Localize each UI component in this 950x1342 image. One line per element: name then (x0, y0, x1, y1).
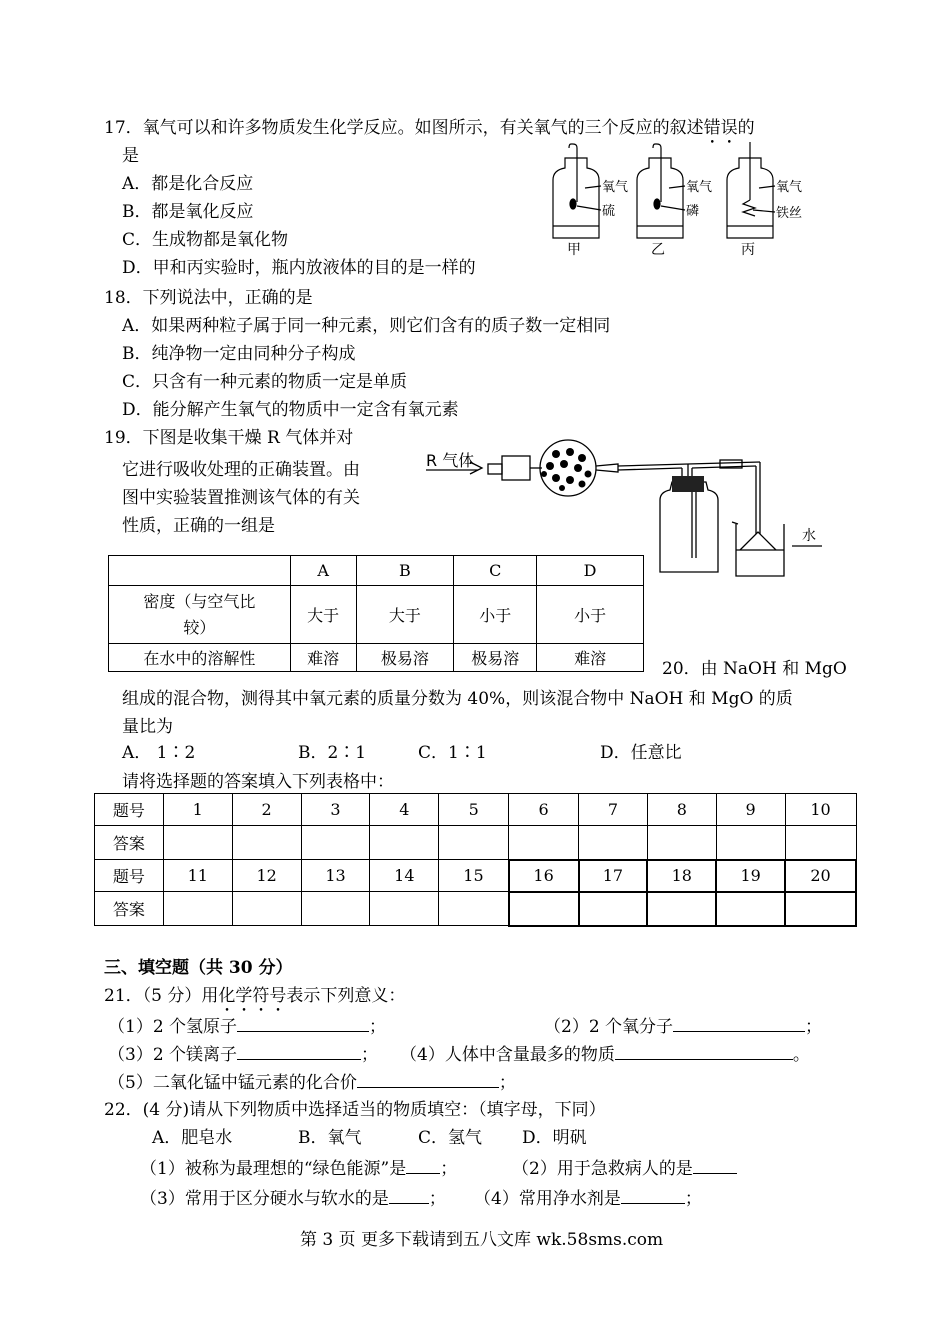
q21-stem-text: 21．（5 分）用 (104, 986, 219, 1006)
section3-title: 三、填空题（共 30 分） (104, 958, 293, 978)
q21-item-3 (108, 1043, 378, 1066)
q19-header-b: B (356, 556, 454, 586)
q22-blank-3[interactable] (389, 1187, 429, 1204)
q19-stem-line3: 图中实验装置推测该气体的有关 (122, 488, 360, 508)
q22-item-1 (140, 1157, 457, 1180)
bottle-bing (727, 142, 775, 238)
answer-no-13: 13 (301, 860, 370, 892)
answer-cell-18[interactable] (647, 892, 716, 926)
answer-row-numbers-1 (95, 794, 857, 826)
q22-item-4-text: （4）常用净水剂是 (474, 1189, 621, 1209)
answer-row-answers-1 (95, 826, 857, 860)
q20-option-c: C．1∶1 (418, 743, 487, 763)
q21-end: 。 (792, 1045, 810, 1065)
answer-cell-10[interactable] (785, 826, 856, 860)
answer-no-20: 20 (785, 860, 856, 892)
answer-cell-11[interactable] (163, 892, 232, 926)
label-water: 水 (802, 528, 816, 544)
answer-cell-5[interactable] (439, 826, 509, 860)
answer-no-17: 17 (579, 860, 648, 892)
q18-option-c: C．只含有一种元素的物质一定是单质 (122, 372, 408, 392)
q17-option-d: D．甲和丙实验时，瓶内放液体的目的是一样的 (122, 258, 476, 278)
q21-blank-2[interactable] (673, 1015, 805, 1032)
q21-item-4 (400, 1043, 810, 1066)
answer-cell-8[interactable] (647, 826, 716, 860)
q17-figure (545, 140, 815, 262)
q19-density-label-line2: 较） (183, 617, 216, 637)
answer-no-6: 6 (509, 794, 579, 826)
q22-stem: 22．(4 分)请从下列物质中选择适当的物质填空：（填字母，下同） (104, 1100, 606, 1120)
q19-header-c: C (454, 556, 537, 586)
q21-stem-emphasis: 化学符号 (218, 986, 287, 1006)
q21-stem (104, 985, 405, 1016)
q20-option-b: B．2∶1 (298, 743, 367, 763)
page-footer: 第 3 页 更多下载请到五八文库 wk.58sms.com (300, 1230, 664, 1250)
q22-sep-4: ； (684, 1189, 702, 1209)
q19-density-label-line1: 密度（与空气比 (143, 591, 256, 611)
q19-property-table (108, 555, 644, 672)
bottle-jia (553, 144, 601, 238)
q21-item-5-text: （5）二氧化锰中锰元素的化合价 (108, 1073, 357, 1093)
q20-stem-line3: 量比为 (122, 717, 173, 737)
q21-blank-5[interactable] (357, 1071, 499, 1088)
q19-stem-line4: 性质，正确的一组是 (122, 516, 275, 536)
answer-cell-20[interactable] (785, 892, 856, 926)
label-name-jia: 甲 (567, 242, 581, 258)
q21-sep-3: ； (361, 1045, 379, 1065)
q21-sep-1: ； (369, 1017, 387, 1037)
answer-cell-2[interactable] (232, 826, 301, 860)
answer-cell-17[interactable] (579, 892, 648, 926)
q17-stem-line2: 是 (122, 146, 139, 166)
q19-table-header-row (109, 556, 644, 586)
q21-blank-3[interactable] (237, 1043, 361, 1060)
q18-stem: 18．下列说法中，正确的是 (104, 288, 313, 308)
q17-option-c: C．生成物都是氧化物 (122, 230, 289, 250)
q22-item-3-text: （3）常用于区分硬水与软水的是 (140, 1189, 389, 1209)
answer-no-14: 14 (370, 860, 439, 892)
q22-choice-a: A．肥皂水 (152, 1128, 233, 1148)
q19-density-b: 大于 (356, 586, 454, 644)
q19-stem-line2: 它进行吸收处理的正确装置。由 (122, 460, 360, 480)
q18-option-d: D．能分解产生氧气的物质中一定含有氧元素 (122, 400, 459, 420)
q19-stem-line1: 19．下图是收集干燥 R 气体并对 (104, 428, 354, 448)
q19-header-empty (109, 556, 291, 586)
q20-stem-line1: 20．由 NaOH 和 MgO (662, 659, 847, 679)
q22-item-2 (512, 1157, 737, 1180)
answer-row-answers-2 (95, 892, 857, 926)
answer-no-3: 3 (301, 794, 370, 826)
answer-cell-13[interactable] (301, 892, 370, 926)
q21-item-2 (544, 1015, 822, 1038)
q21-blank-1[interactable] (237, 1015, 369, 1032)
q21-item-4-text: （4）人体中含量最多的物质 (400, 1045, 615, 1065)
q22-sep-1: ； (440, 1159, 458, 1179)
q17-stem-text: 17．氧气可以和许多物质发生化学反应。如图所示，有关氧气的三个反应的叙述 (104, 118, 704, 138)
q19-density-d: 小于 (537, 586, 644, 644)
q19-solubility-a: 难溶 (290, 644, 356, 672)
q19-table-row-density (109, 586, 644, 644)
answer-cell-1[interactable] (163, 826, 232, 860)
answer-table (94, 793, 857, 927)
q20-option-a: A． 1∶2 (122, 743, 196, 763)
q17-stem-tail: 的 (737, 118, 755, 138)
answer-row-numbers-2 (95, 860, 857, 892)
q22-sep-3: ； (428, 1189, 446, 1209)
q21-item-1-text: （1）2 个氢原子 (108, 1017, 238, 1037)
answer-cell-4[interactable] (370, 826, 439, 860)
answer-no-11: 11 (163, 860, 232, 892)
answer-no-8: 8 (647, 794, 716, 826)
bottle-yi (637, 144, 685, 238)
q19-header-a: A (290, 556, 356, 586)
label-gas-bing: 氧气 (776, 180, 803, 195)
answer-no-12: 12 (232, 860, 301, 892)
q21-item-2-text: （2）2 个氧分子 (544, 1017, 674, 1037)
answer-cell-19[interactable] (716, 892, 785, 926)
q19-density-a: 大于 (290, 586, 356, 644)
q22-item-2-text: （2）用于急救病人的是 (512, 1159, 693, 1179)
q21-sep-2: ； (805, 1017, 823, 1037)
label-gas-jia: 氧气 (602, 180, 629, 195)
answer-label-no-1: 题号 (95, 794, 164, 826)
answer-label-ans-1: 答案 (95, 826, 164, 860)
q22-blank-2[interactable] (693, 1157, 737, 1174)
q19-table-row-solubility (109, 644, 644, 672)
q19-row-solubility-label: 在水中的溶解性 (109, 644, 291, 672)
answer-no-10: 10 (785, 794, 856, 826)
q22-item-3 (140, 1187, 446, 1210)
q22-choice-c: C．氢气 (418, 1128, 483, 1148)
label-sub-yi: 磷 (686, 204, 700, 219)
q21-stem-tail: 表示下列意义： (286, 986, 406, 1006)
q17-option-a: A．都是化合反应 (122, 174, 254, 194)
q22-choice-d: D．明矾 (522, 1128, 587, 1148)
answer-no-18: 18 (647, 860, 716, 892)
answer-note: 请将选择题的答案填入下列表格中： (122, 772, 394, 792)
answer-cell-6[interactable] (509, 826, 579, 860)
answer-no-5: 5 (439, 794, 509, 826)
q22-blank-4[interactable] (621, 1187, 685, 1204)
answer-cell-12[interactable] (232, 892, 301, 926)
answer-cell-16[interactable] (509, 892, 579, 926)
q18-option-a: A．如果两种粒子属于同一种元素，则它们含有的质子数一定相同 (122, 316, 611, 336)
q22-choice-b: B．氧气 (298, 1128, 362, 1148)
answer-cell-15[interactable] (439, 892, 509, 926)
q19-row-density-label (109, 586, 291, 644)
q22-blank-1[interactable] (406, 1157, 440, 1174)
answer-label-no-2: 题号 (95, 860, 164, 892)
label-name-yi: 乙 (651, 242, 665, 258)
answer-no-4: 4 (370, 794, 439, 826)
q19-solubility-c: 极易溶 (454, 644, 537, 672)
answer-no-16: 16 (509, 860, 579, 892)
q17-stem-emphasis: 错误 (703, 118, 738, 138)
label-sub-bing: 铁丝 (776, 206, 803, 221)
q22-item-1-text: （1）被称为最理想的“绿色能源”是 (140, 1159, 407, 1179)
q21-sep-5: ； (498, 1073, 516, 1093)
answer-cell-14[interactable] (370, 892, 439, 926)
q21-blank-4[interactable] (615, 1043, 793, 1060)
q19-header-d: D (537, 556, 644, 586)
answer-label-ans-2: 答案 (95, 892, 164, 926)
answer-no-2: 2 (232, 794, 301, 826)
q21-item-3-text: （3）2 个镁离子 (108, 1045, 238, 1065)
q20-option-d: D．任意比 (600, 743, 682, 763)
q19-solubility-b: 极易溶 (356, 644, 454, 672)
q19-density-c: 小于 (454, 586, 537, 644)
q21-item-5 (108, 1071, 516, 1094)
q21-item-1 (108, 1015, 386, 1038)
label-name-bing: 丙 (741, 242, 755, 258)
q19-solubility-d: 难溶 (537, 644, 644, 672)
answer-no-19: 19 (716, 860, 785, 892)
answer-cell-9[interactable] (716, 826, 785, 860)
q22-item-4 (474, 1187, 702, 1210)
label-sub-jia: 硫 (602, 204, 616, 219)
q18-option-b: B．纯净物一定由同种分子构成 (122, 344, 356, 364)
answer-no-15: 15 (439, 860, 509, 892)
answer-cell-3[interactable] (301, 826, 370, 860)
q17-option-b: B．都是氧化反应 (122, 202, 254, 222)
answer-cell-7[interactable] (579, 826, 648, 860)
q20-stem-line2: 组成的混合物，测得其中氧元素的质量分数为 40%，则该混合物中 NaOH 和 MgO 的质 (122, 689, 793, 709)
answer-no-1: 1 (163, 794, 232, 826)
label-r-gas: R 气体 (426, 451, 475, 470)
label-gas-yi: 氧气 (686, 180, 713, 195)
answer-no-7: 7 (579, 794, 648, 826)
answer-no-9: 9 (716, 794, 785, 826)
